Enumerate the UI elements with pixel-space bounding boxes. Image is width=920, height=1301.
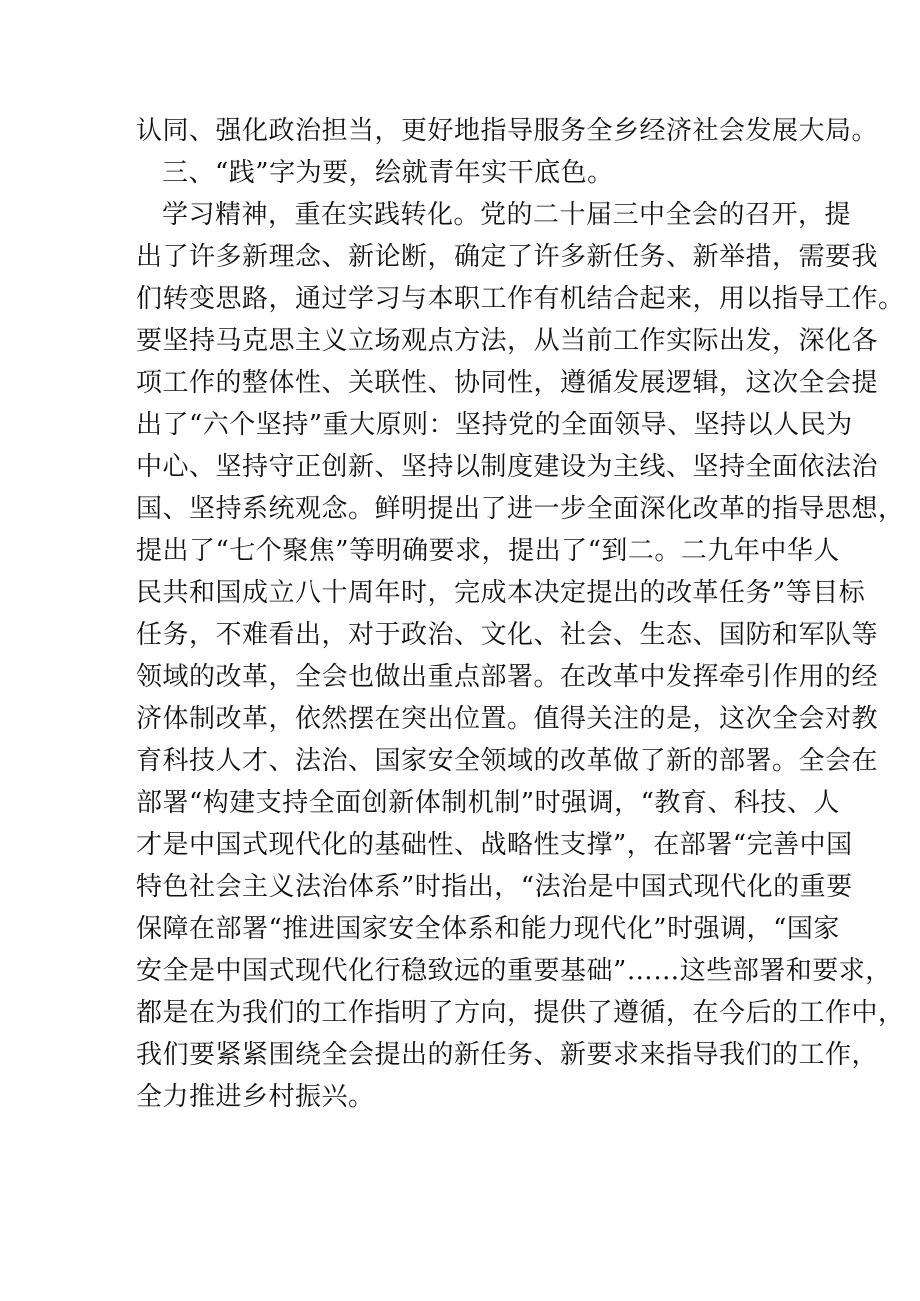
text-line: 育科技人才、法治、国家安全领域的改革做了新的部署。全会在 — [136, 746, 879, 776]
text-line: 才是中国式现代化的基础性、战略性支撑”，在部署“完善中国 — [136, 830, 853, 860]
text-line: 出了“六个坚持”重大原则：坚持党的全面领导、坚持以人民为 — [136, 410, 853, 440]
text-line: 国、坚持系统观念。鲜明提出了进一步全面深化改革的指导思想， — [136, 494, 905, 524]
text-line: 出了许多新理念、新论断，确定了许多新任务、新举措，需要我 — [136, 242, 879, 272]
text-line: 领域的改革，全会也做出重点部署。在改革中发挥牵引作用的经 — [136, 662, 879, 692]
body-text — [136, 110, 905, 1118]
text-line: 安全是中国式现代化行稳致远的重要基础”……这些部署和要求， — [136, 956, 892, 986]
text-line: 全力推进乡村振兴。 — [136, 1082, 375, 1112]
text-line: 任务，不难看出，对于政治、文化、社会、生态、国防和军队等 — [136, 620, 879, 650]
text-line: 我们要紧紧围绕全会提出的新任务、新要求来指导我们的工作， — [136, 1040, 879, 1070]
text-line: 中心、坚持守正创新、坚持以制度建设为主线、坚持全面依法治 — [136, 452, 879, 482]
paragraph-first-line: 学习精神，重在实践转化。党的二十届三中全会的召开，提 — [162, 200, 852, 230]
text-line: 特色社会主义法治体系”时指出，“法治是中国式现代化的重要 — [136, 872, 853, 902]
text-line: 都是在为我们的工作指明了方向，提供了遵循，在今后的工作中， — [136, 998, 905, 1028]
text-line: 项工作的整体性、关联性、协同性，遵循发展逻辑，这次全会提 — [136, 368, 879, 398]
text-line: 济体制改革，依然摆在突出位置。值得关注的是，这次全会对教 — [136, 704, 879, 734]
text-line: 们转变思路，通过学习与本职工作有机结合起来，用以指导工作。 — [136, 284, 905, 314]
text-line: 要坚持马克思主义立场观点方法，从当前工作实际出发，深化各 — [136, 326, 879, 356]
text-line: 部署“构建支持全面创新体制机制”时强调，“教育、科技、人 — [136, 788, 840, 818]
text-line: 认同、强化政治担当，更好地指导服务全乡经济社会发展大局。 — [136, 116, 879, 146]
text-line: 民共和国成立八十周年时，完成本决定提出的改革任务”等目标 — [136, 578, 866, 608]
text-line: 提出了“七个聚焦”等明确要求，提出了“到二。二九年中华人 — [136, 536, 840, 566]
section-heading: 三、“践”字为要，绘就青年实干底色。 — [162, 158, 614, 188]
text-line: 保障在部署“推进国家安全体系和能力现代化”时强调，“国家 — [136, 914, 840, 944]
